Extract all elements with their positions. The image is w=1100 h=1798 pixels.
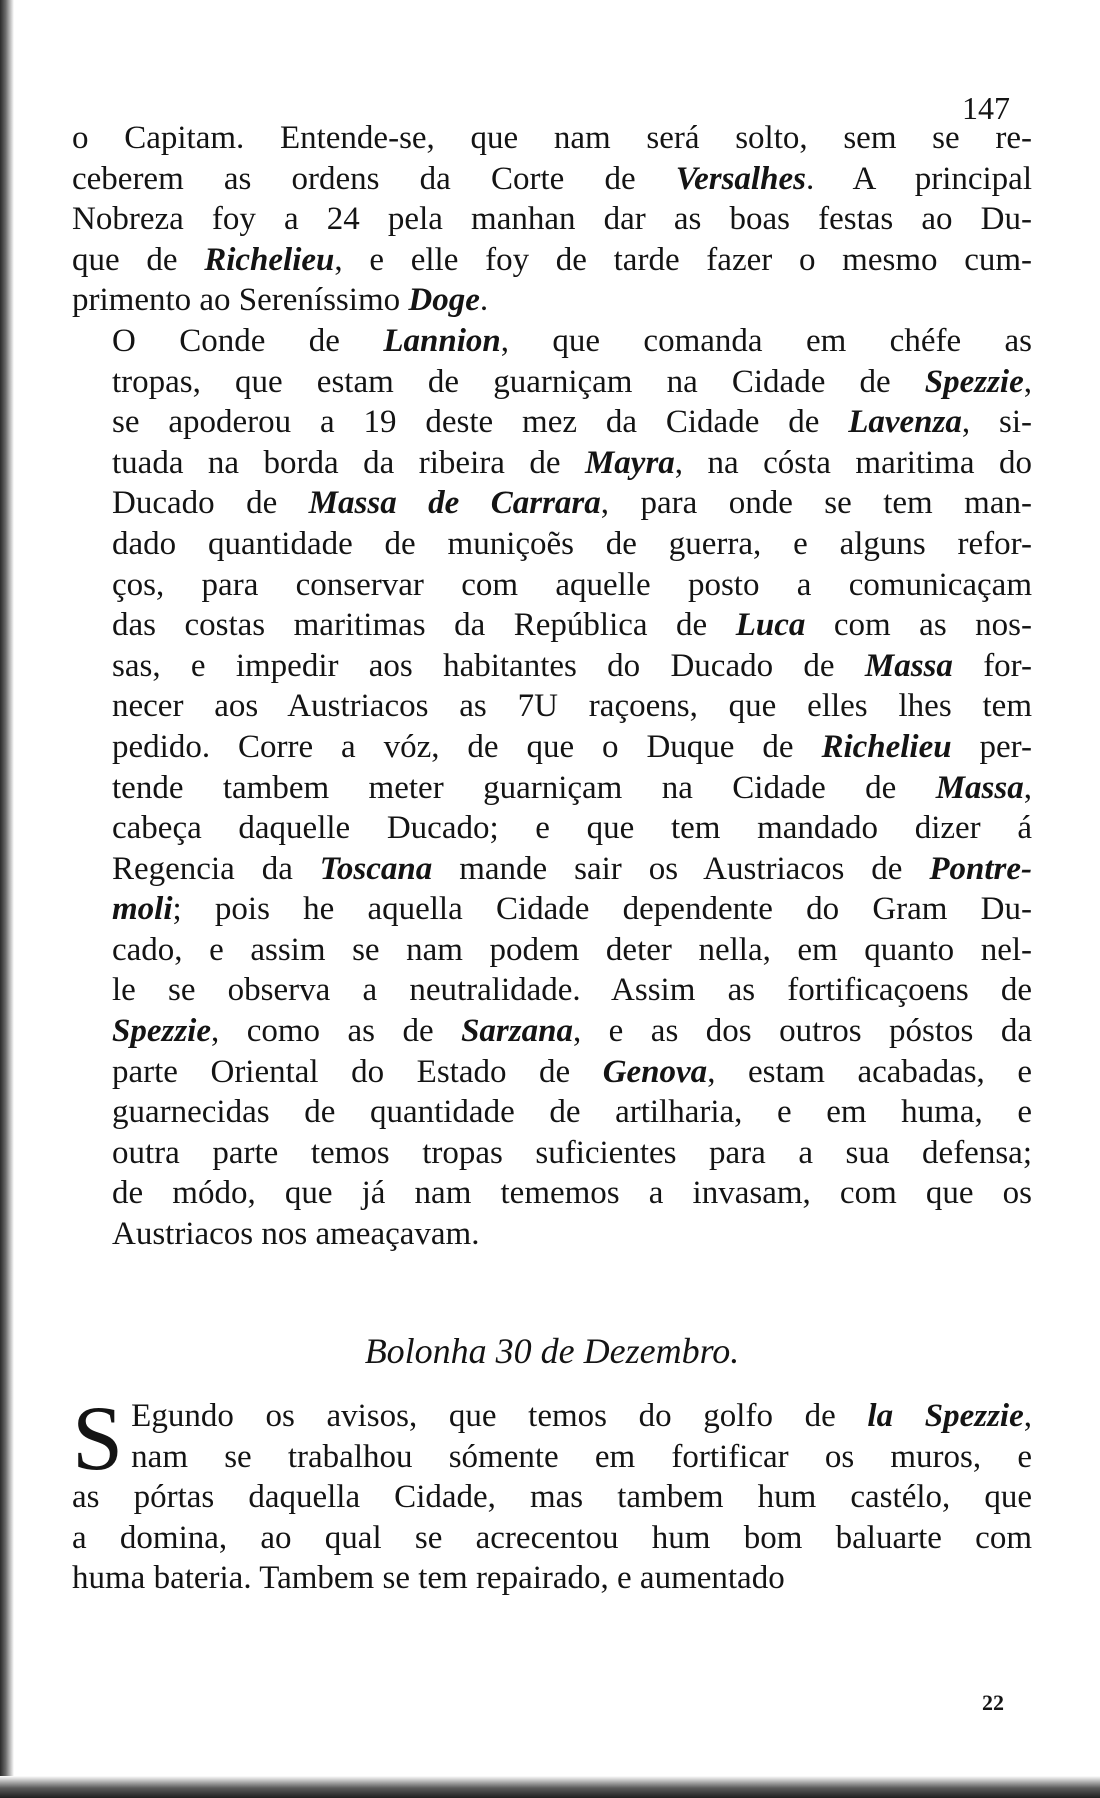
text-run: le se observa a neutralidade. Assim as fortificaçoens de (112, 972, 1032, 1009)
text-line (72, 362, 1032, 403)
text-run: mande sair os Austriacos de (432, 850, 930, 887)
page-edge-left (0, 0, 14, 1798)
text-run: , na cósta maritima do (674, 444, 1032, 481)
text-run: cabeça daquelle Ducado; e que tem mandado dizer á (112, 810, 1032, 847)
text-line (72, 402, 1032, 443)
text-line (72, 443, 1032, 484)
text-run: de módo, que já nam tememos a invasam, com que os (112, 1175, 1032, 1212)
paragraph-2 (72, 321, 1032, 1255)
text-line (72, 1558, 1032, 1599)
text-run: for- (952, 647, 1033, 684)
text-run: , e elle foy de tarde fazer o mesmo cum- (334, 241, 1033, 278)
text-run: ços, para conservar com aquelle posto a comunicaçam (112, 566, 1032, 603)
text-run: a domina, ao qual se acrecentou hum bom baluarte com (72, 1519, 1032, 1556)
italic-name: Massa (935, 769, 1024, 806)
text-run: Regencia da (112, 850, 320, 887)
italic-name: Spezzie (112, 1013, 211, 1050)
italic-name: moli (112, 891, 173, 928)
text-run: , (1023, 769, 1032, 806)
text-run: huma bateria. Tambem se tem repairado, e aumentado (72, 1560, 785, 1597)
italic-name: Luca (735, 607, 806, 644)
italic-name: Toscana (319, 850, 433, 887)
text-run: parte Oriental do Estado de (112, 1053, 603, 1090)
italic-name: Massa de Carrara (308, 485, 601, 522)
text-run: tuada na borda da ribeira de (112, 444, 585, 481)
body-text-2 (72, 1387, 1032, 1599)
text-line (72, 483, 1032, 524)
text-line (72, 1396, 1032, 1437)
text-line (72, 605, 1032, 646)
text-run: O Conde de (112, 322, 384, 359)
text-run: se apoderou a 19 deste mez da Cidade de (112, 404, 849, 441)
text-line (72, 1173, 1032, 1214)
text-run: que de (72, 241, 205, 278)
text-run: . (479, 282, 489, 319)
text-run: , para onde se tem man- (600, 485, 1032, 522)
text-line (72, 565, 1032, 606)
text-run: nam se trabalhou sómente em fortificar os muros, e (131, 1438, 1032, 1475)
italic-name: Genova (602, 1053, 708, 1090)
text-run: ceberem as ordens da Corte de (72, 160, 676, 197)
body-text (72, 118, 1032, 1255)
italic-name: Lannion (383, 322, 501, 359)
text-run: , que comanda em chéfe as (500, 322, 1032, 359)
italic-name: Spezzie (924, 363, 1024, 400)
section-heading: Bolonha 30 de Dezembro. (364, 1331, 740, 1371)
text-line (72, 768, 1032, 809)
text-line (72, 524, 1032, 565)
text-line (72, 280, 1032, 321)
italic-name: Doge (408, 282, 480, 319)
text-run: tende tambem meter guarniçam na Cidade de (112, 769, 936, 806)
text-run: das costas maritimas da República de (112, 607, 736, 644)
text-line (72, 159, 1032, 200)
text-run: primento ao Sereníssimo (72, 282, 409, 319)
text-line (72, 970, 1032, 1011)
text-line (72, 1092, 1032, 1133)
italic-name: Sarzana (461, 1013, 573, 1050)
signature-mark: 22 (982, 1690, 1004, 1715)
text-line (72, 199, 1032, 240)
text-line (72, 808, 1032, 849)
text-line (72, 1437, 1032, 1478)
text-run: com as nos- (805, 607, 1032, 644)
text-line (72, 930, 1032, 971)
text-run: ; pois he aquella Cidade dependente do Gram Du- (172, 891, 1032, 928)
text-line (72, 889, 1032, 930)
text-line (72, 240, 1032, 281)
text-run: Ducado de (112, 485, 309, 522)
text-line (72, 1477, 1032, 1518)
text-line (72, 686, 1032, 727)
italic-name: Versalhes (675, 160, 806, 197)
italic-name: Richelieu (204, 241, 335, 278)
text-run: pedido. Corre a vóz, de que o Duque de (112, 728, 822, 765)
text-run: cado, e assim se nam podem deter nella, em quanto nel- (112, 931, 1032, 968)
italic-name: Lavenza (848, 404, 962, 441)
italic-name: Mayra (584, 444, 675, 481)
text-line (72, 1518, 1032, 1559)
text-run: , estam acabadas, e (707, 1053, 1032, 1090)
text-line (72, 1052, 1032, 1093)
italic-name: Pontre- (929, 850, 1032, 887)
text-run: . A principal (805, 160, 1032, 197)
text-line (72, 727, 1032, 768)
text-run: , si- (961, 404, 1032, 441)
drop-cap: S (72, 1387, 124, 1489)
text-run: outra parte temos tropas suficientes para a sua defensa; (112, 1134, 1032, 1171)
page-number: 147 (962, 90, 1010, 126)
italic-name: la Spezzie (867, 1398, 1024, 1434)
text-run: per- (951, 728, 1032, 765)
text-line (72, 1133, 1032, 1174)
text-line (72, 321, 1032, 362)
text-line (72, 1214, 1032, 1255)
text-run: , (1023, 363, 1032, 400)
text-line (72, 849, 1032, 890)
paragraph-1 (72, 118, 1032, 321)
text-line (72, 1011, 1032, 1052)
text-run: tropas, que estam de guarniçam na Cidade de (112, 363, 925, 400)
text-run: , e as dos outros póstos da (572, 1013, 1033, 1050)
text-line (72, 646, 1032, 687)
text-run: Austriacos nos ameaçavam. (112, 1216, 480, 1253)
text-run: Egundo os avisos, que temos do golfo de (131, 1398, 868, 1434)
paragraph-3 (72, 1387, 1032, 1599)
text-run: necer aos Austriacos as 7U raçoens, que elles lhes tem (112, 688, 1032, 725)
text-run: dado quantidade de muniçoẽs de guerra, e alguns refor- (112, 525, 1032, 562)
text-run: , (1023, 1398, 1032, 1434)
italic-name: Massa (864, 647, 953, 684)
text-run: , como as de (211, 1013, 462, 1050)
page-edge-bottom (0, 1776, 1100, 1798)
text-run: guarnecidas de quantidade de artilharia, e em huma, e (112, 1094, 1032, 1131)
text-line (72, 118, 1032, 159)
text-run: as pórtas daquella Cidade, mas tambem hum castélo, que (72, 1479, 1032, 1516)
text-run: Nobreza foy a 24 pela manhan dar as boas festas ao Du- (72, 201, 1032, 238)
text-run: o Capitam. Entende-se, que nam será solto, sem se re- (72, 120, 1032, 156)
italic-name: Richelieu (821, 728, 952, 765)
text-run: sas, e impedir aos habitantes do Ducado de (112, 647, 865, 684)
